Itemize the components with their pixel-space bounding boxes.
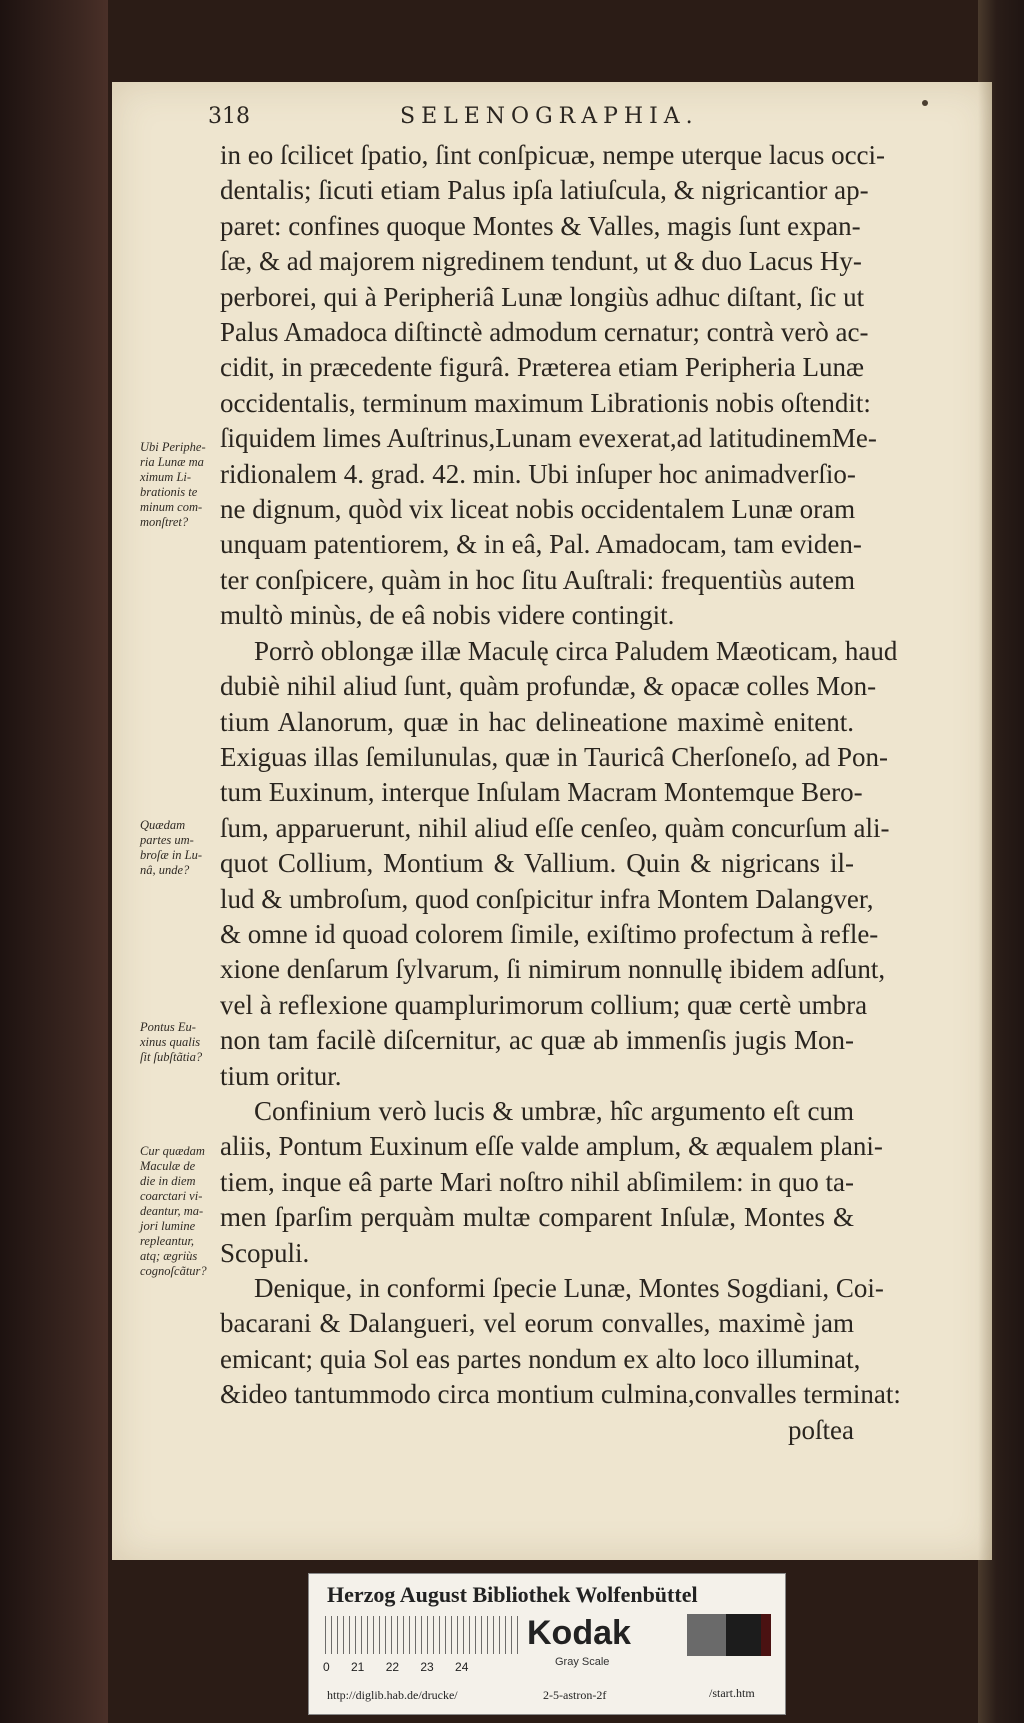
margin-note-line: cognoſcãtur?: [140, 1264, 207, 1278]
text-line: ſiquidem limes Auſtrinus,Lunam evexerat,ad latitudinemMe-: [220, 423, 877, 454]
margin-note-line: ximum Li-: [140, 470, 192, 484]
gray-patch: [687, 1614, 765, 1656]
source-url: http://diglib.hab.de/drucke/: [327, 1688, 458, 1702]
library-name: Herzog August Bibliothek Wolfenbüttel: [327, 1582, 698, 1607]
margin-note-maculae: [140, 1144, 218, 1279]
margin-note-line: Cur quædam: [140, 1144, 205, 1158]
text-line: vel à reflexione quamplurimorum collium; quæ certè umbra: [220, 989, 868, 1020]
text-line: ſum, apparuerunt, nihil aliud eſſe cenſeo, quàm concurſum ali-: [220, 812, 890, 843]
text-line: tiem, inque eâ parte Mari noſtro nihil abſimilem: in quo ta-: [220, 1166, 854, 1197]
kodak-logo: Kodak: [527, 1614, 631, 1652]
margin-note-line: deantur, ma-: [140, 1204, 204, 1218]
text-line: unquam patentiorem, & in eâ, Pal. Amadocam, tam eviden-: [220, 529, 862, 560]
margin-note-line: xinus qualis: [140, 1035, 201, 1049]
text-line: Confinium verò lucis & umbræ, hîc argumento eſt cum: [254, 1095, 854, 1126]
margin-note-line: die in diem: [140, 1174, 196, 1188]
text-line: emicant; quia Sol eas partes nondum ex alto loco illuminat,: [220, 1343, 861, 1374]
ink-spot: [922, 100, 928, 106]
text-line: lud & umbroſum, quod conſpicitur infra Montem Dalangver,: [220, 883, 874, 914]
margin-note-line: minum com-: [140, 500, 203, 514]
margin-note-line: jori lumine: [140, 1219, 196, 1233]
text-line: ne dignum, quòd vix liceat nobis occidentalem Lunæ oram: [220, 494, 856, 525]
margin-note-line: Ubi Periphe-: [140, 440, 206, 454]
margin-note-line: partes um-: [140, 833, 194, 847]
gutter-shadow: [978, 82, 992, 1560]
margin-note-libration: [140, 440, 218, 530]
text-line: cidit, in præcedente figurâ. Præterea etiam Peripheria Lunæ: [220, 352, 865, 383]
running-head: [0, 104, 880, 138]
margin-note-umbrosae: [140, 818, 218, 878]
margin-note-line: ria Lunæ ma: [140, 455, 204, 469]
text-line: xione denſarum ſylvarum, ſi nimirum nonnullę ibidem adſunt,: [220, 954, 886, 985]
body-text: [220, 138, 901, 1448]
margin-note-line: monſtret?: [140, 515, 189, 529]
text-line: non tam facilè diſcernitur, ac quæ ab immenſis jugis Mon-: [220, 1025, 854, 1056]
margin-note-line: coarctari vi-: [140, 1189, 203, 1203]
text-line: in eo ſcilicet ſpatio, ſint conſpicuæ, nempe uterque lacus occi-: [220, 140, 886, 170]
text-line: Palus Amadoca diſtinctè admodum cernatur; contrà verò ac-: [220, 317, 869, 348]
text-line: tum Euxinum, interque Inſulam Macram Montemque Bero-: [220, 777, 863, 808]
text-line: quot Collium, Montium & Vallium. Quin & nigricans il-: [220, 848, 854, 879]
text-line: Exiguas illas ſemilunulas, quæ in Tauricâ Cherſoneſo, ad Pon-: [220, 741, 888, 772]
text-line: Scopuli.: [220, 1237, 310, 1268]
ruler-numbers: 0 21 22 23 24: [323, 1660, 469, 1674]
text-line: dentalis; ſicuti etiam Palus ipſa latiuſcula, & nigricantior ap-: [220, 175, 869, 206]
ruler-scale: [325, 1616, 521, 1654]
text-line: multò minùs, de eâ nobis videre contingit.: [220, 600, 675, 631]
shelfmark-code: 2-5-astron-2f: [543, 1688, 607, 1702]
start-link-text: /start.htm: [709, 1686, 755, 1700]
margin-note-line: Maculæ de: [140, 1159, 196, 1173]
text-line: bacarani & Dalangueri, vel eorum convalles, maximè jam: [220, 1308, 854, 1339]
gray-scale-label: Gray Scale: [555, 1656, 610, 1668]
text-line: aliis, Pontum Euxinum eſſe valde amplum, & æqualem plani-: [220, 1131, 883, 1162]
margin-note-line: nâ, unde?: [140, 863, 190, 877]
catchword: poſtea: [788, 1414, 854, 1445]
margin-note-pontus: [140, 1020, 218, 1065]
text-line: & omne id quoad colorem ſimile, exiſtimo profectum à refle-: [220, 918, 879, 949]
page-number: 318: [208, 104, 250, 129]
text-line: Porrò oblongæ illæ Maculę circa Paludem Mæoticam, haud: [254, 635, 898, 666]
page-title: SELENOGRAPHIA.: [400, 104, 699, 129]
text-line: occidentalis, terminum maximum Librationis nobis oſtendit:: [220, 387, 871, 418]
text-line: tium oritur.: [220, 1060, 342, 1091]
margin-note-line: repleantur,: [140, 1234, 195, 1248]
color-patch: [761, 1614, 771, 1656]
text-line: dubiè nihil aliud ſunt, quàm profundæ, & opacæ colles Mon-: [220, 671, 877, 702]
margin-note-line: brationis te: [140, 485, 198, 499]
text-line: paret: confines quoque Montes & Valles, magis ſunt expan-: [220, 210, 861, 241]
margin-note-line: atq; ægriùs: [140, 1249, 198, 1263]
margin-note-line: Pontus Eu-: [140, 1020, 196, 1034]
text-line: ridionalem 4. grad. 42. min. Ubi inſuper hoc animadverſio-: [220, 458, 856, 489]
text-line: Denique, in conformi ſpecie Lunæ, Montes Sogdiani, Coi-: [254, 1273, 884, 1303]
text-line: men ſparſim perquàm multæ comparent Inſulæ, Montes &: [220, 1202, 854, 1233]
text-line: ter conſpicere, quàm in hoc ſitu Auſtrali: frequentiùs autem: [220, 564, 856, 595]
text-line: &ideo tantummodo circa montium culmina,convalles terminat:: [220, 1379, 901, 1410]
text-line: ſæ, & ad majorem nigredinem tendunt, ut & duo Lacus Hy-: [220, 246, 862, 277]
library-color-card: [308, 1573, 786, 1715]
margin-note-line: broſæ in Lu-: [140, 848, 203, 862]
scan-background-left: [0, 0, 108, 1723]
text-line: perborei, qui à Peripheriâ Lunæ longiùs adhuc diſtant, ſic ut: [220, 281, 865, 312]
text-line: tium Alanorum, quæ in hac delineatione maximè enitent.: [220, 706, 854, 737]
margin-note-line: Quædam: [140, 818, 186, 832]
margin-note-line: ſit ſubſtãtia?: [140, 1050, 203, 1064]
